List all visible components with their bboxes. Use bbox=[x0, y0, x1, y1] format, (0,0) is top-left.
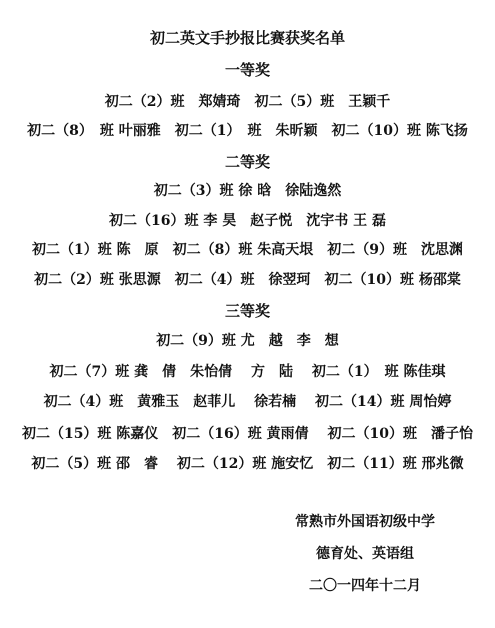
first-prize-heading: 一等奖 bbox=[224, 61, 270, 79]
footer-date: 二〇一四年十二月 bbox=[309, 578, 421, 594]
second-prize-row-1: 初二（3）班 徐 晗 徐陆逸然 bbox=[153, 183, 342, 199]
footer-department: 德育处、英语组 bbox=[316, 546, 414, 562]
third-prize-row-5: 初二（5）班 邵 睿 初二（12）班 施安忆 初二（11）班 邢兆微 bbox=[31, 456, 464, 472]
third-prize-row-2: 初二（7）班 龚 倩 朱怡倩 方 陆 初二（1） 班 陈佳琪 bbox=[49, 364, 446, 380]
third-prize-row-4: 初二（15）班 陈嘉仪 初二（16）班 黄雨倩 初二（10）班 潘子怡 bbox=[21, 426, 474, 442]
third-prize-row-3: 初二（4）班 黄雅玉 赵菲儿 徐若楠 初二（14）班 周怡婷 bbox=[43, 394, 452, 410]
first-prize-row-1: 初二（2）班 郑婧琦 初二（5）班 王颖千 bbox=[104, 94, 391, 110]
third-prize-heading: 三等奖 bbox=[224, 302, 270, 320]
second-prize-heading: 二等奖 bbox=[224, 153, 270, 171]
first-prize-row-2: 初二（8） 班 叶丽雅 初二（1） 班 朱昕颖 初二（10）班 陈飞扬 bbox=[27, 123, 468, 139]
third-prize-row-1: 初二（9）班 尤 越 李 想 bbox=[156, 333, 339, 349]
second-prize-row-3: 初二（1）班 陈 原 初二（8）班 朱高天垠 初二（9）班 沈思渊 bbox=[32, 242, 463, 258]
document-title: 初二英文手抄报比赛获奖名单 bbox=[149, 29, 345, 47]
second-prize-row-4: 初二（2）班 张思源 初二（4）班 徐翌珂 初二（10）班 杨邵棠 bbox=[34, 272, 461, 288]
footer-school: 常熟市外国语初级中学 bbox=[295, 514, 435, 530]
second-prize-row-2: 初二（16）班 李 昊 赵子悦 沈宇书 王 磊 bbox=[109, 213, 386, 229]
